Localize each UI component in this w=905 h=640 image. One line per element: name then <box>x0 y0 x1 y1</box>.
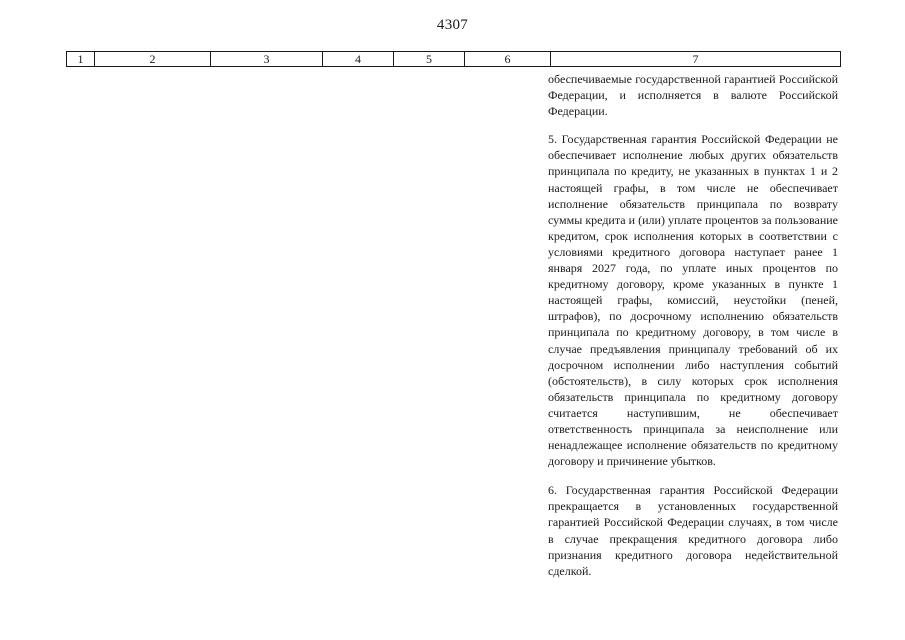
column-header-7: 7 <box>551 52 841 67</box>
column-header-3: 3 <box>211 52 323 67</box>
column-header-row <box>67 52 841 67</box>
column-7-content <box>548 71 838 592</box>
paragraph-continuation: обеспечиваемые государственной гарантией Российской Федерации, и исполняется в валюте Российской Федерации. <box>548 72 838 119</box>
page-number: 4307 <box>436 17 469 33</box>
column-header-table <box>66 51 841 67</box>
column-header-4: 4 <box>323 52 394 67</box>
column-header-1: 1 <box>67 52 95 67</box>
paragraph-6: 6. Государственная гарантия Российской Федерации прекращается в установленных государственной гарантией Российской Федерации случаях, в том числе в случае прекращения кредитного договора либо признания кредитного договора недействительной сделкой. <box>548 483 838 578</box>
paragraph-5: 5. Государственная гарантия Российской Федерации не обеспечивает исполнение любых других обязательств принципала по кредиту, не указанных в пунктах 1 и 2 настоящей графы, в том числе не обеспечивает исполнение обязательств принципала по возврату суммы кредита и (или) уплате процентов за пользование кредитом, срок исполнения которых в соответствии с условиями кредитного договора наступает ранее 1 января 2027 года, по уплате иных процентов по кредитному договору, кроме указанных в пункте 1 настоящей графы, комиссий, неустойки (пеней, штрафов), по досрочному исполнению обязательств принципала по кредитному договору, в том числе в случае предъявления принципалу требований об их досрочном исполнении либо наступления событий (обстоятельств), в силу которых срок исполнения обязательств принципала по кредитному договору считается наступившим, не обеспечивает ответственность принципала за неисполнение или ненадлежащее исполнение обязательств по кредитному договору и причинение убытков. <box>548 132 838 469</box>
column-header-5: 5 <box>394 52 465 67</box>
column-header-6: 6 <box>465 52 551 67</box>
column-header-2: 2 <box>95 52 211 67</box>
